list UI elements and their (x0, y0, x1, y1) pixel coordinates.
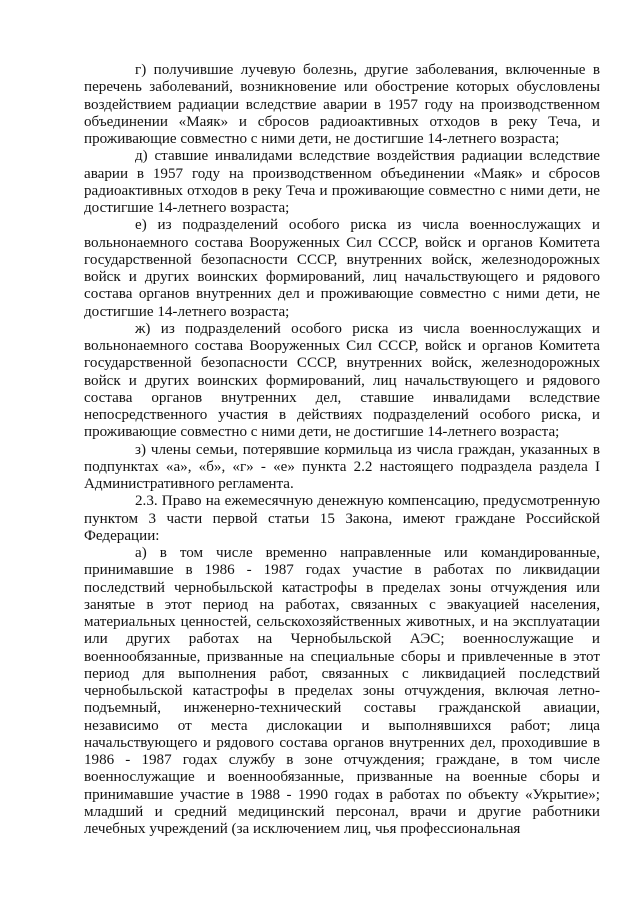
paragraph-d: д) ставшие инвалидами вследствие воздействия радиации вследствие аварии в 1957 году на производственном объединении «Маяк» и сбросов радиоактивных отходов в реку Теча и проживающие совместно с ними дети, не достигшие 14-летнего возраста; (84, 148, 600, 216)
paragraph-e: е) из подразделений особого риска из числа военнослужащих и вольнонаемного состава Вооруженных Сил СССР, войск и органов Комитета государственной безопасности СССР, внутренних войск, железнодорожных войск и других воинских формирований, лиц начальствующего и рядового состава органов внутренних дел и проживающие совместно с ними дети, не достигшие 14-летнего возраста; (84, 217, 600, 320)
paragraph-g: г) получившие лучевую болезнь, другие заболевания, включенные в перечень заболеваний, возникновение или обострение которых обусловлены воздействием радиации вследствие аварии в 1957 году на производственном объединении «Маяк» и сбросов радиоактивных отходов в реку Теча, и проживающие совместно с ними дети, не достигшие 14-летнего возраста; (84, 62, 600, 147)
paragraph-z: з) члены семьи, потерявшие кормильца из числа граждан, указанных в подпунктах «а», «б», «г» - «е» пункта 2.2 настоящего подраздела раздела I Административного регламента. (84, 441, 600, 492)
paragraph-2-3: 2.3. Право на ежемесячную денежную компенсацию, предусмотренную пунктом 3 части первой статьи 15 Закона, имеют граждане Российской Федерации: (84, 493, 600, 544)
document-page (84, 62, 600, 838)
paragraph-zh: ж) из подразделений особого риска из числа военнослужащих и вольнонаемного состава Вооруженных Сил СССР, войск и органов Комитета государственной безопасности СССР, внутренних войск, железнодорожных войск и других воинских формирований, лиц начальствующего и рядового состава органов внутренних дел, ставшие инвалидами вследствие непосредственного участия в действиях подразделений особого риска, и проживающие совместно с ними дети, не достигшие 14-летнего возраста; (84, 320, 600, 441)
paragraph-a: а) в том числе временно направленные или командированные, принимавшие в 1986 - 1987 годах участие в работах по ликвидации последствий чернобыльской катастрофы в пределах зоны отчуждения или занятые в этот период на работах, связанных с эвакуацией населения, материальных ценностей, сельскохозяйственных животных, и на эксплуатации или других работах на Чернобыльской АЭС; военнослужащие и военнообязанные, призванные на специальные сборы и привлеченные в этот период для выполнения работ, связанных с ликвидацией последствий чернобыльской катастрофы в пределах зоны отчуждения, включая летно-подъемный, инженерно-технический составы гражданской авиации, независимо от места дислокации и выполнявшихся работ; лица начальствующего и рядового состава органов внутренних дел, проходившие в 1986 - 1987 годах службу в зоне отчуждения; граждане, в том числе военнослужащие и военнообязанные, призванные на военные сборы и принимавшие участие в 1988 - 1990 годах в работах по объекту «Укрытие»; младший и средний медицинский персонал, врачи и другие работники лечебных учреждений (за исключением лиц, чья профессиональная (84, 545, 600, 837)
